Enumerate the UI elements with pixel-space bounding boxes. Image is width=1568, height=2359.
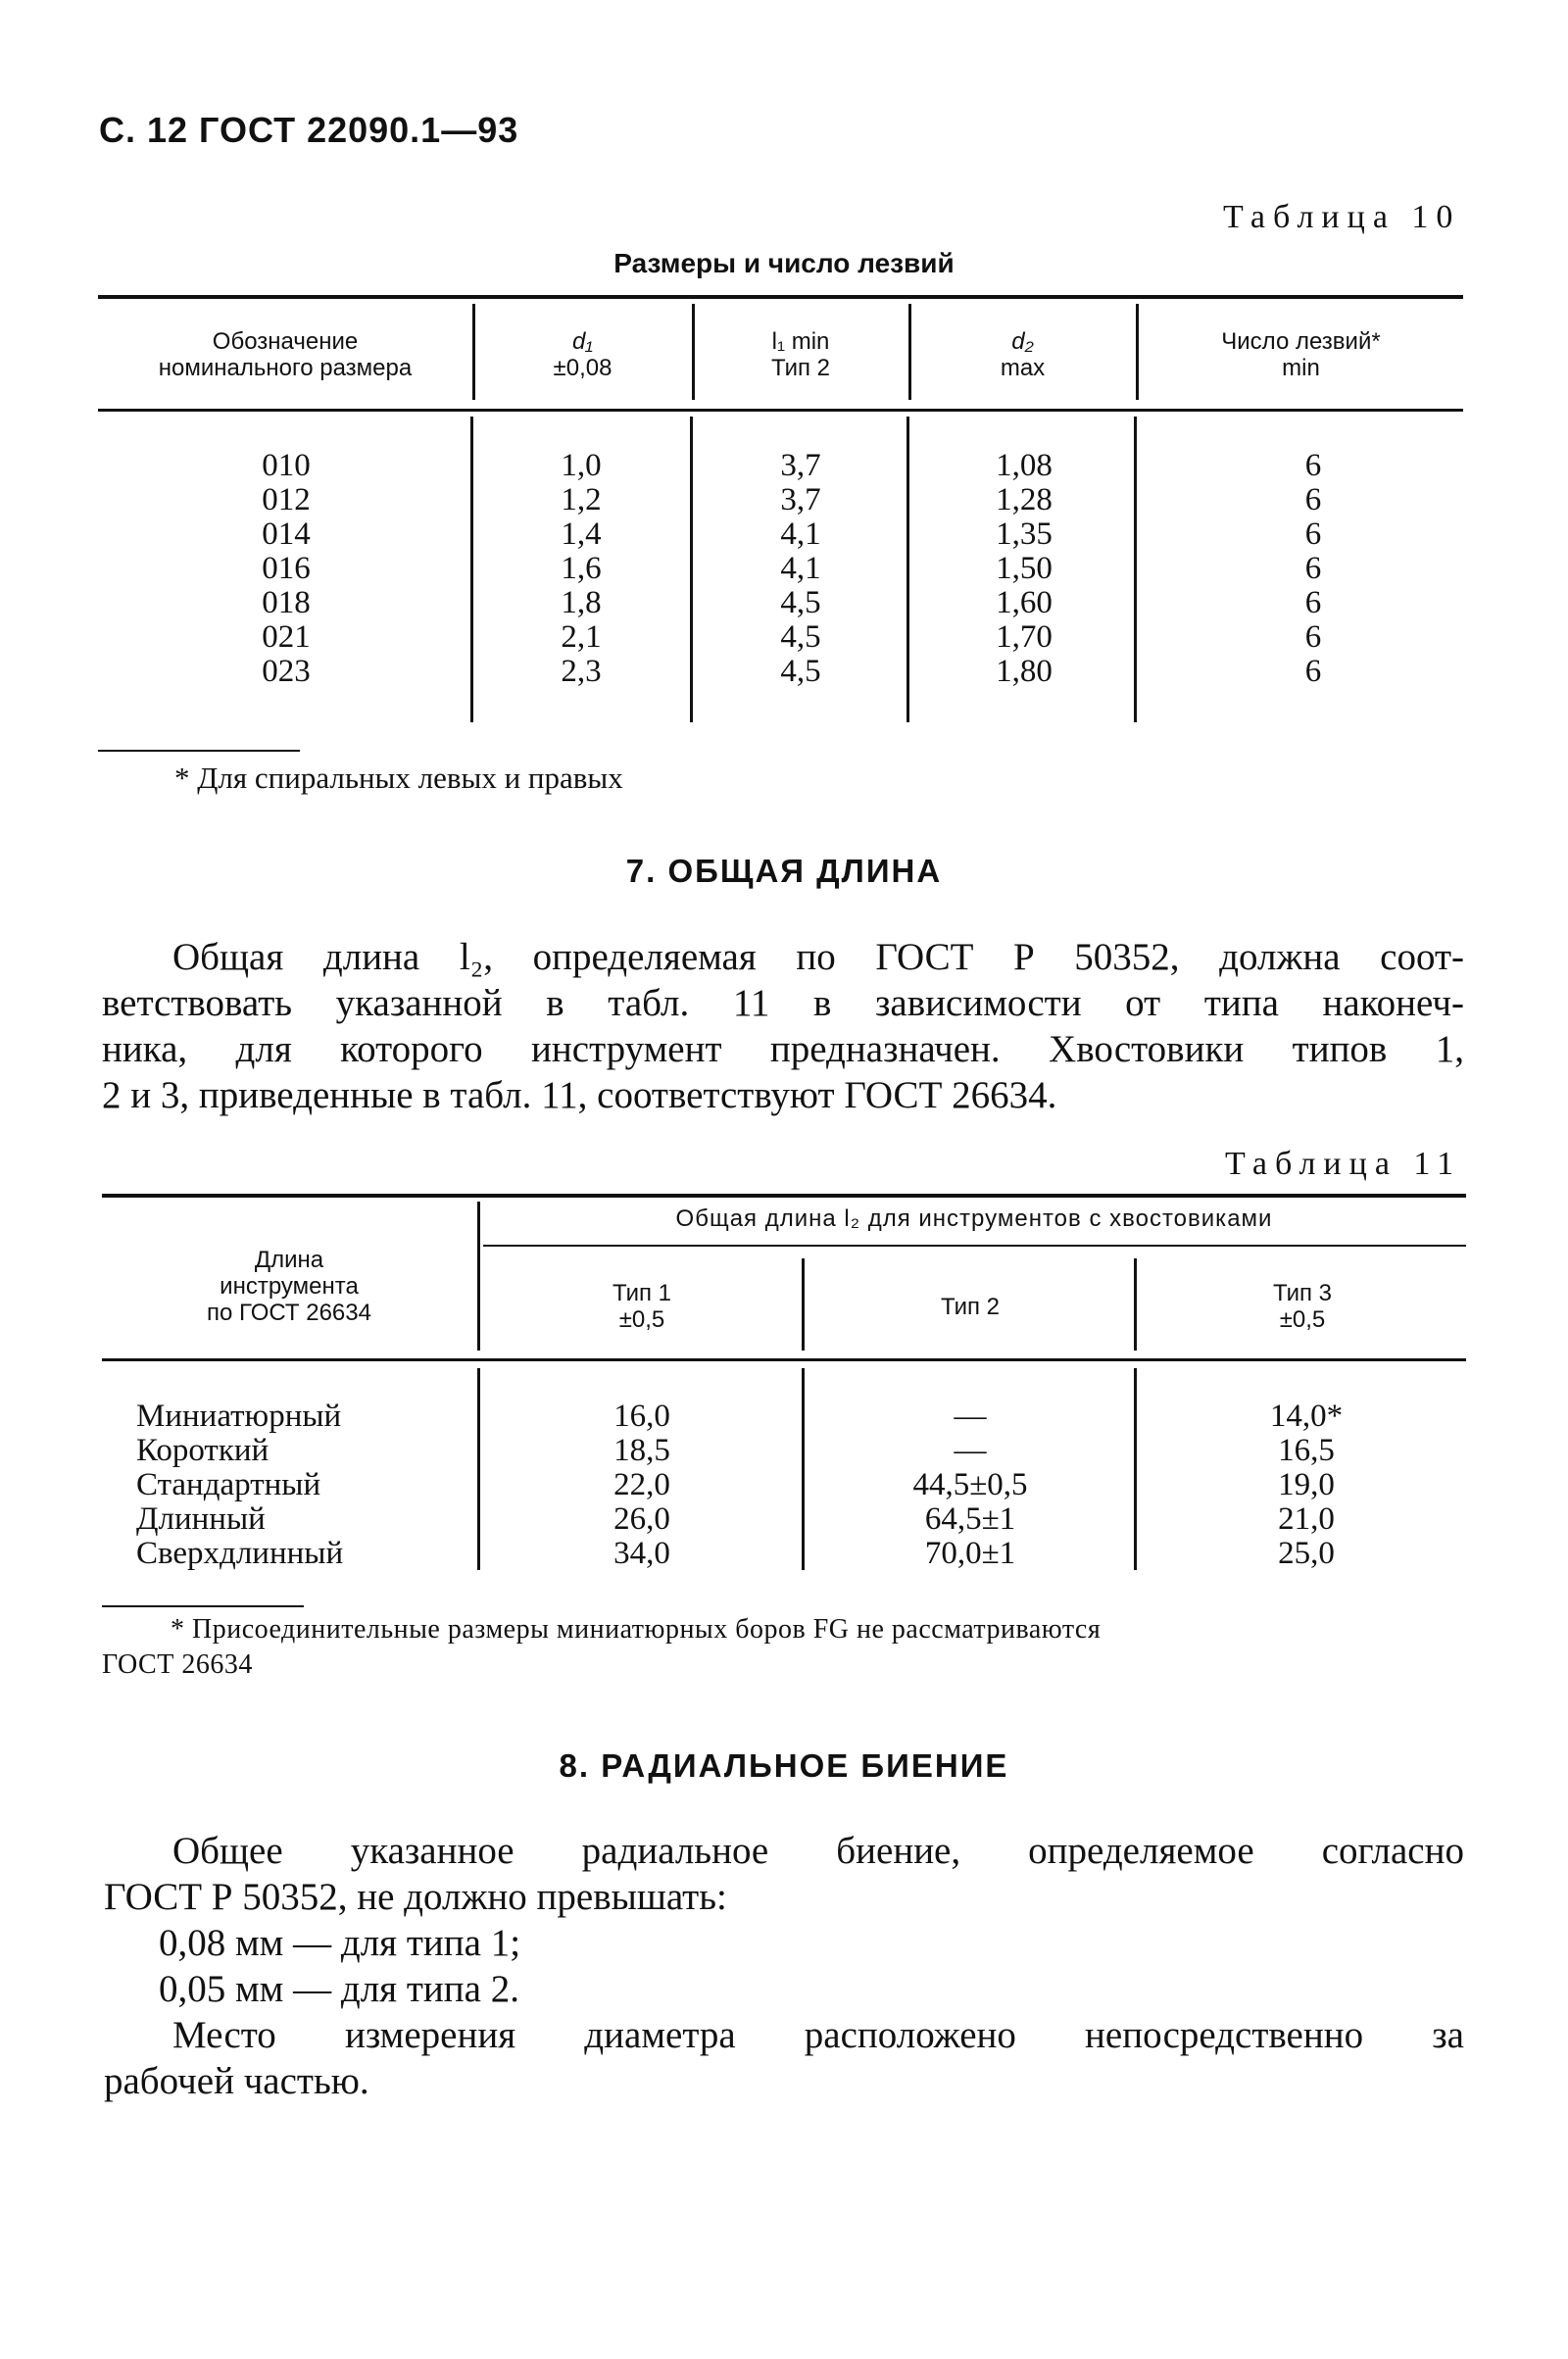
table-11-hdr-divider [477, 1202, 480, 1351]
table-11-header-type1: Тип 1 ±0,5 [612, 1280, 672, 1333]
table-cell: 1,8 [561, 585, 602, 620]
table-cell: 1,80 [996, 654, 1053, 689]
section-8-title: 8. РАДИАЛЬНОЕ БИЕНИЕ [559, 1747, 1009, 1784]
table-10-body-divider [690, 417, 693, 722]
table-10-col-d1 [483, 449, 679, 689]
table-cell: Стандартный [136, 1467, 321, 1502]
table-11-body-divider [802, 1368, 805, 1570]
section-7-text [102, 934, 1464, 1118]
table-cell: 6 [1304, 585, 1322, 620]
table-10-label: Таблица 10 [1223, 199, 1461, 235]
table-cell: Длинный [136, 1501, 266, 1537]
table-10-header-rule [98, 409, 1463, 412]
table-cell: 010 [262, 448, 311, 483]
table-cell: 1,50 [996, 551, 1053, 586]
table-11-hdr-divider [802, 1258, 805, 1351]
table-cell: 6 [1304, 448, 1322, 483]
table-cell: 64,5±1 [924, 1501, 1016, 1537]
table-11-col-type2 [872, 1400, 1068, 1571]
table-cell: 18,5 [613, 1433, 670, 1468]
table-cell: Миниатюрный [136, 1399, 342, 1434]
paragraph-line: Общее указанное радиальное биение, определяемое согласно [172, 1830, 1464, 1872]
table-10-header-l1: l₁ min Тип 2 [770, 328, 831, 381]
table-10-body-divider [470, 417, 473, 722]
table-11-group-header: Общая длина l₂ для инструментов с хвостовиками [675, 1205, 1273, 1232]
table-cell: 1,6 [561, 551, 602, 586]
paragraph-line: Место измерения диаметра расположено непосредственно за [172, 2014, 1464, 2056]
table-11-body-divider [1134, 1368, 1137, 1570]
table-11-footnote-rule [102, 1605, 304, 1607]
table-cell: 34,0 [613, 1536, 670, 1571]
table-cell: 19,0 [1278, 1467, 1335, 1502]
table-10-footnote-rule [98, 750, 300, 752]
table-cell: 012 [262, 482, 311, 517]
table-10-col-blades [1215, 449, 1411, 689]
table-cell: 014 [262, 516, 311, 552]
paragraph-line: 2 и 3, приведенные в табл. 11, соответствуют ГОСТ 26634. [102, 1074, 1057, 1116]
table-cell: 70,0±1 [924, 1536, 1016, 1571]
paragraph-line: ветствовать указанной в табл. 11 в зависимости от типа наконеч- [102, 982, 1464, 1024]
table-cell: 16,5 [1278, 1433, 1335, 1468]
table-cell: 018 [262, 585, 311, 620]
table-10-header-d1: d₁ ±0,08 [553, 328, 612, 381]
table-10-body-divider [906, 417, 909, 722]
table-cell: 4,5 [780, 619, 821, 655]
table-cell: 4,5 [780, 654, 821, 689]
table-cell: 21,0 [1278, 1501, 1335, 1537]
table-cell: 6 [1304, 619, 1322, 655]
table-10-footnote: * Для спиральных левых и правых [174, 761, 623, 795]
table-10-header-blades: Число лезвий* min [1221, 328, 1381, 381]
section-7-title: 7. ОБЩАЯ ДЛИНА [625, 853, 943, 889]
table-cell: 4,1 [780, 516, 821, 552]
table-cell: 14,0* [1269, 1399, 1344, 1434]
table-11-body-divider [477, 1368, 480, 1570]
table-cell: 6 [1304, 516, 1322, 552]
paragraph-line: рабочей частью. [104, 2060, 369, 2102]
table-11-top-rule [102, 1194, 1466, 1198]
table-cell: 1,08 [996, 448, 1053, 483]
table-10-top-rule [98, 295, 1463, 299]
table-11-header-type2: Тип 2 [940, 1294, 1001, 1320]
table-cell: 1,35 [996, 516, 1053, 552]
table-10-header-designation: Обозначение номинального размера [158, 328, 413, 381]
table-cell: 2,1 [561, 619, 602, 655]
table-11-header-rule [102, 1358, 1466, 1361]
table-10-col-l1 [703, 449, 899, 689]
paragraph-line: 0,08 мм — для типа 1; [159, 1922, 521, 1964]
table-cell: 16,0 [613, 1399, 670, 1434]
table-cell: Сверхдлинный [136, 1536, 344, 1571]
table-10-title: Размеры и число лезвий [613, 248, 955, 278]
table-cell: 1,2 [561, 482, 602, 517]
table-11-stub-header: Длина инструмента по ГОСТ 26634 [207, 1247, 371, 1326]
section-8-text [104, 1828, 1464, 2104]
table-11-group-rule [483, 1245, 1466, 1247]
paragraph-line: ГОСТ Р 50352, не должно превышать: [104, 1876, 727, 1918]
table-cell: 023 [262, 654, 311, 689]
table-11-col-type3 [1208, 1400, 1404, 1571]
table-10-body-divider [1134, 417, 1137, 722]
table-10-header-d2: d₂ max [1000, 328, 1046, 381]
table-11-footnote: * Присоединительные размеры миниатюрных боров FG не рассматриваются ГОСТ 26634 [102, 1614, 1102, 1680]
paragraph-line: ника, для которого инструмент предназначен. Хвостовики типов 1, [102, 1028, 1464, 1070]
table-cell: 3,7 [780, 482, 821, 517]
table-cell: 22,0 [613, 1467, 670, 1502]
table-11-col-type1 [544, 1400, 740, 1571]
table-cell: — [954, 1433, 987, 1468]
table-cell: 4,1 [780, 551, 821, 586]
table-cell: 1,0 [561, 448, 602, 483]
table-cell: Короткий [136, 1433, 270, 1468]
page-header: С. 12 ГОСТ 22090.1—93 [99, 110, 519, 150]
table-cell: 4,5 [780, 585, 821, 620]
table-cell: 1,70 [996, 619, 1053, 655]
table-cell: 26,0 [613, 1501, 670, 1537]
table-11-hdr-divider [1134, 1258, 1137, 1351]
table-11-header-type3: Тип 3 ±0,5 [1272, 1280, 1333, 1333]
table-cell: 021 [262, 619, 311, 655]
table-cell: — [954, 1399, 987, 1434]
table-cell: 44,5±0,5 [912, 1467, 1028, 1502]
paragraph-line: 0,05 мм — для типа 2. [159, 1968, 519, 2010]
table-11-col-length [136, 1400, 343, 1571]
table-cell: 016 [262, 551, 311, 586]
table-cell: 1,60 [996, 585, 1053, 620]
table-cell: 6 [1304, 654, 1322, 689]
table-10-col-d2 [926, 449, 1122, 689]
table-cell: 1,4 [561, 516, 602, 552]
table-11-label: Таблица 11 [1225, 1146, 1462, 1182]
table-cell: 1,28 [996, 482, 1053, 517]
paragraph-line: Общая длина l₂, определяемая по ГОСТ Р 50352, должна соот- [172, 936, 1464, 978]
table-cell: 3,7 [780, 448, 821, 483]
table-cell: 25,0 [1278, 1536, 1335, 1571]
table-10-col-designation [188, 449, 384, 689]
table-cell: 6 [1304, 482, 1322, 517]
table-cell: 6 [1304, 551, 1322, 586]
table-cell: 2,3 [561, 654, 602, 689]
